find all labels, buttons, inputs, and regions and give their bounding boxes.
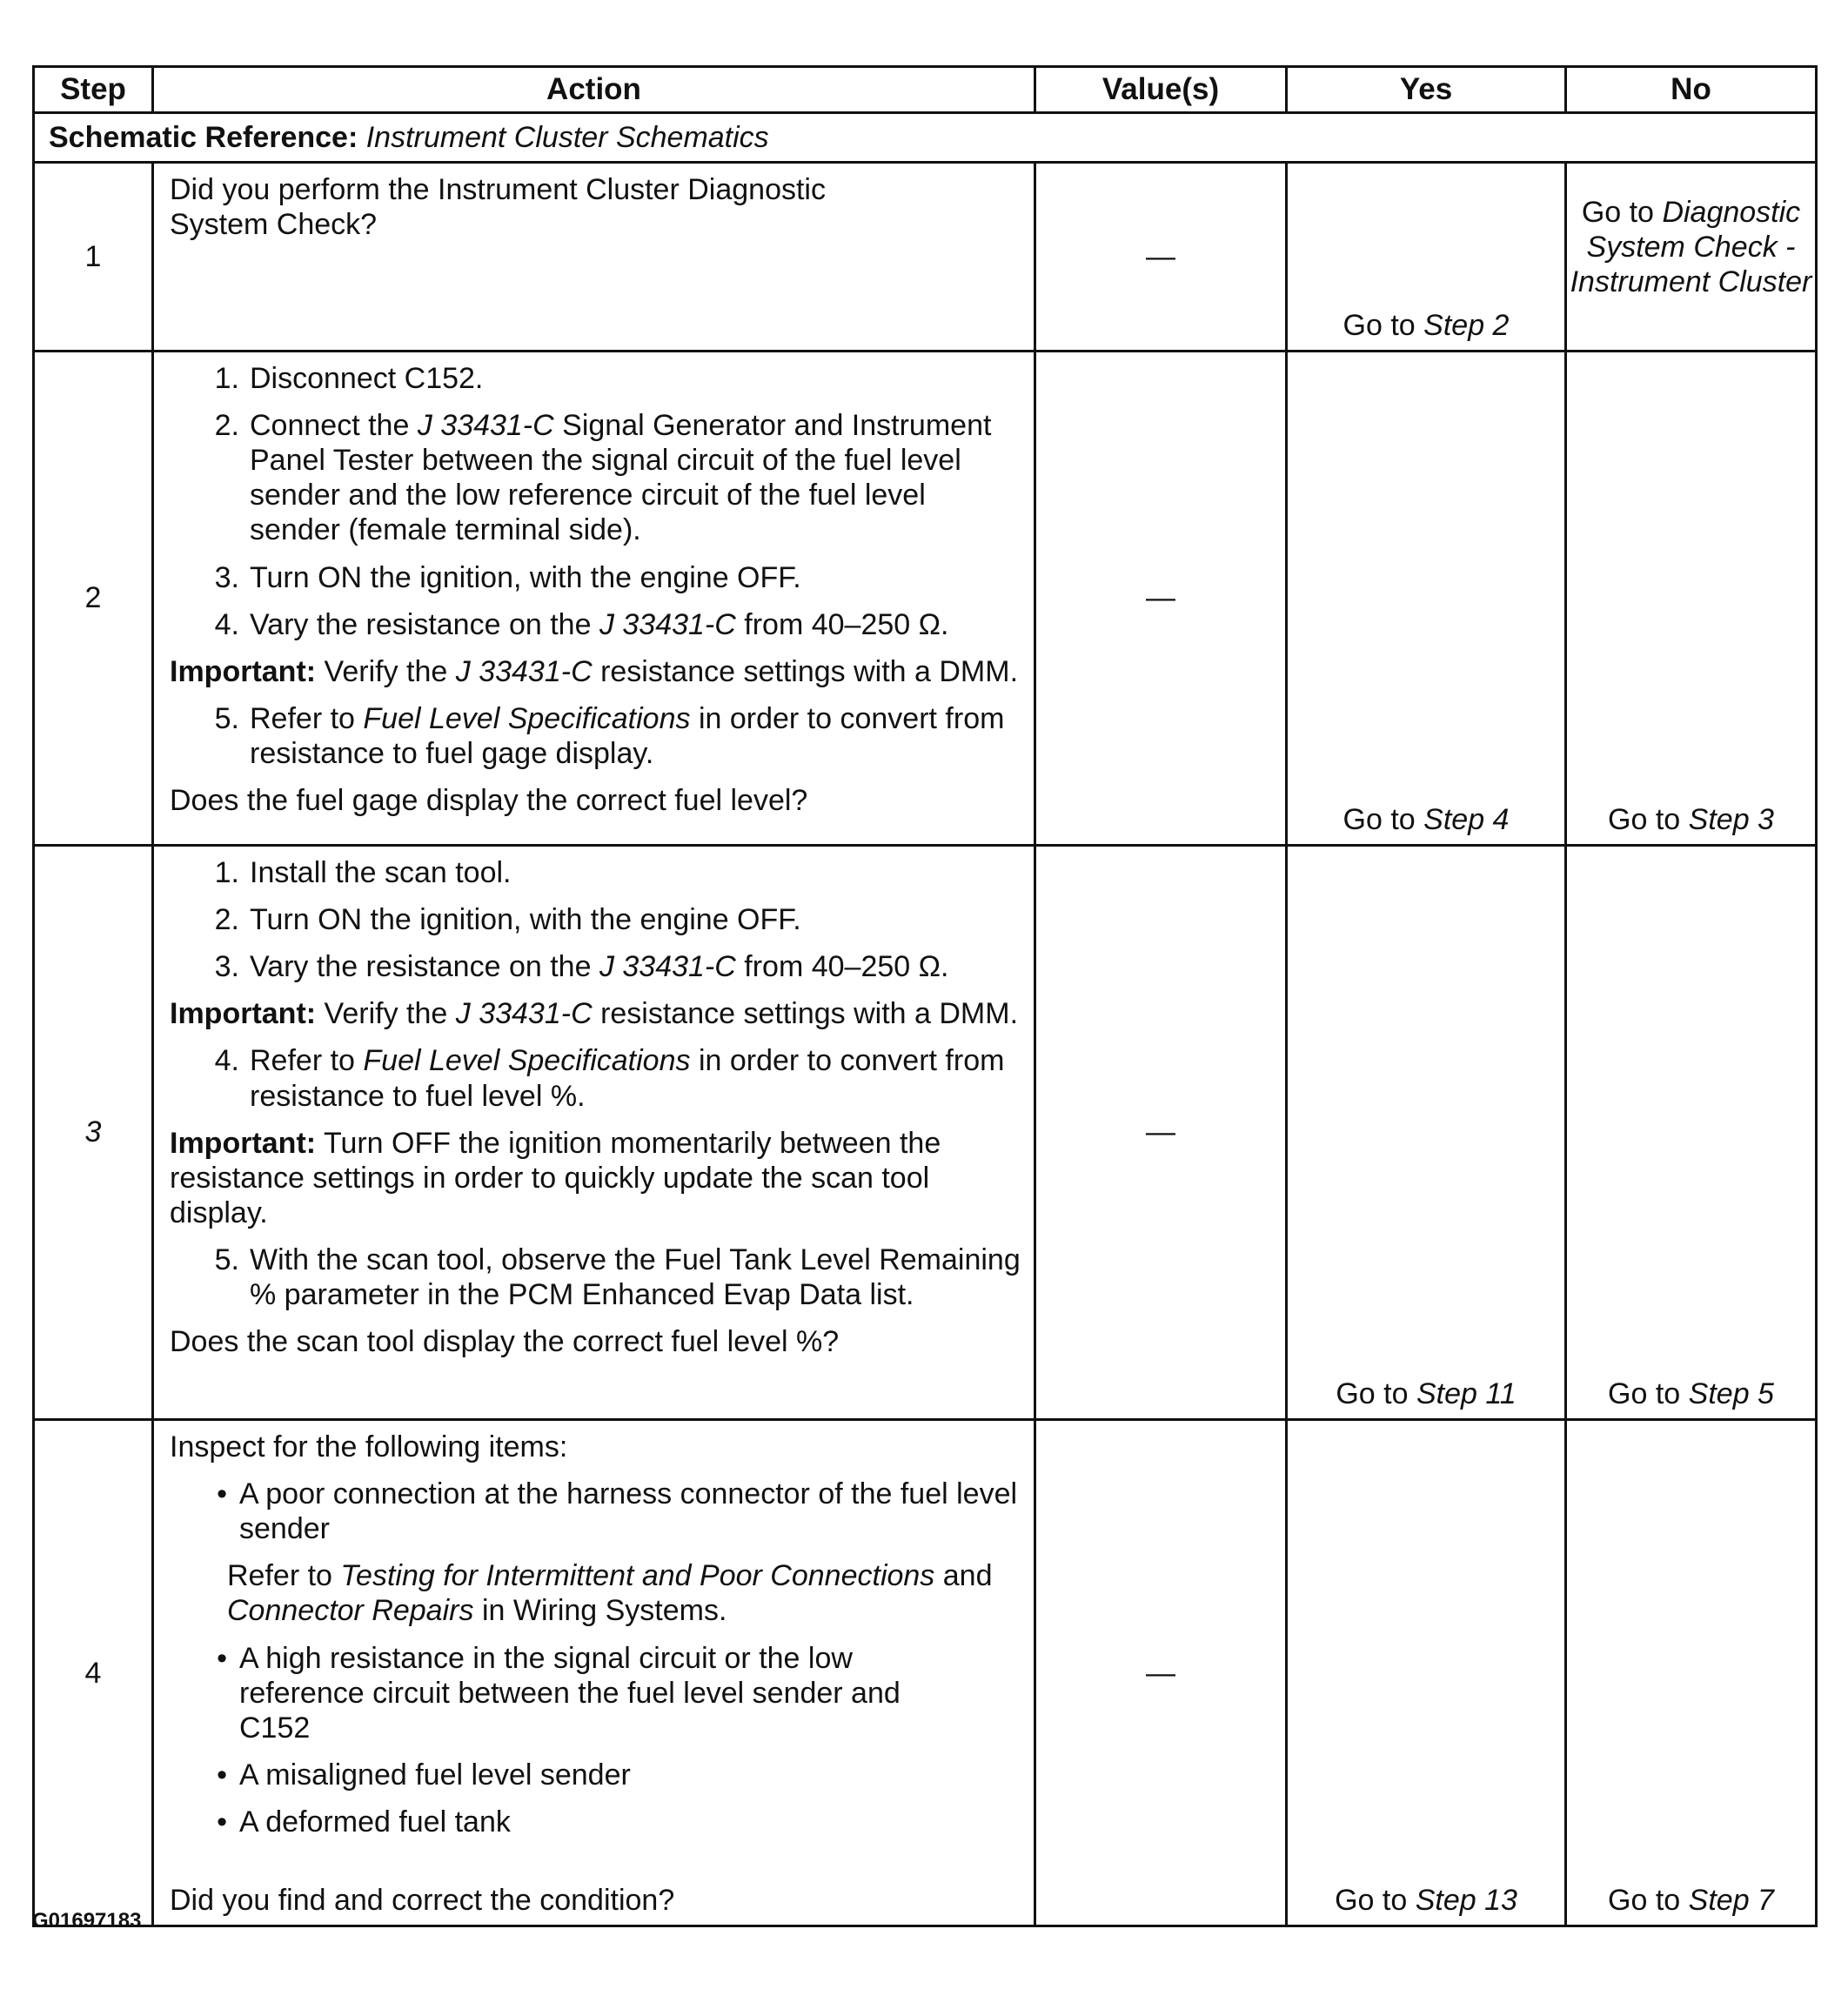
yes-cell	[1287, 1420, 1566, 1926]
numbered-step: 1. Disconnect C152.	[214, 362, 484, 395]
value-cell: —	[1035, 163, 1287, 352]
header-no: No	[1566, 67, 1817, 113]
header-yes: Yes	[1287, 67, 1566, 113]
bullet-reference: Refer to Testing for Intermittent and Poor Connections and Connector Repairs in Wiring Systems.	[227, 1559, 993, 1628]
value-cell: —	[1035, 1420, 1287, 1926]
step-intro: Inspect for the following items:	[170, 1430, 568, 1463]
numbered-step: 2. Turn ON the ignition, with the engine OFF.	[214, 903, 801, 937]
no-link[interactable]: Step 3	[1688, 802, 1774, 836]
no-prefix: Go to	[1581, 196, 1654, 229]
table-row-step-4	[34, 1420, 1817, 1926]
bullet-item: • A high resistance in the signal circuit or the low reference circuit between the fuel level sender and C152	[170, 1641, 1023, 1745]
action-cell	[153, 163, 1035, 352]
yes-prefix: Go to	[1342, 308, 1416, 342]
no-link[interactable]: Step 5	[1688, 1376, 1774, 1410]
numbered-step: 4. Refer to Fuel Level Specifications in order to convert from resistance to fuel level %.	[214, 1044, 1005, 1113]
step-question: Does the scan tool display the correct fuel level %?	[170, 1325, 840, 1359]
action-cell	[153, 1420, 1035, 1926]
step-question: Did you perform the Instrument Cluster Diagnostic System Check?	[170, 173, 826, 242]
tool-name: J 33431-C	[417, 409, 554, 443]
diagnostic-table	[32, 65, 1818, 1927]
numbered-step: 2. Connect the J 33431-C Signal Generator and Instrument Panel Tester between the signal circuit of the fuel level sender and the low reference circuit of the fuel level sender (female terminal side).	[214, 409, 992, 547]
yes-cell	[1287, 846, 1566, 1420]
reference-link[interactable]: Fuel Level Specifications	[363, 1044, 691, 1078]
yes-link[interactable]: Step 2	[1423, 308, 1510, 342]
no-prefix: Go to	[1608, 1376, 1681, 1410]
header-step: Step	[34, 67, 153, 113]
value-cell: —	[1035, 352, 1287, 846]
yes-prefix: Go to	[1342, 802, 1416, 836]
step-number: 2	[34, 352, 153, 846]
numbered-step: 3. Turn ON the ignition, with the engine OFF.	[214, 560, 801, 594]
step-number: 4	[34, 1420, 153, 1926]
no-prefix: Go to	[1608, 1884, 1681, 1918]
reference-link[interactable]: Fuel Level Specifications	[363, 701, 691, 735]
yes-link[interactable]: Step 11	[1416, 1376, 1517, 1410]
no-link[interactable]: Step 7	[1688, 1884, 1774, 1918]
tool-name: J 33431-C	[455, 654, 593, 688]
no-cell	[1566, 1420, 1817, 1926]
tool-name: J 33431-C	[599, 950, 736, 984]
no-link[interactable]: Diagnostic System Check - Instrument Cluster	[1570, 196, 1812, 299]
no-cell	[1566, 163, 1817, 352]
important-note: Important: Verify the J 33431-C resistance settings with a DMM.	[170, 654, 1019, 688]
figure-number: G01697183	[32, 1909, 142, 1932]
schematic-reference	[34, 113, 1817, 163]
tool-name: J 33431-C	[455, 997, 593, 1031]
schematic-reference-link[interactable]: Instrument Cluster Schematics	[365, 120, 769, 154]
step-question: Did you find and correct the condition?	[170, 1884, 675, 1918]
step-number: 3	[34, 846, 153, 1420]
numbered-step: 5. With the scan tool, observe the Fuel Tank Level Remaining % parameter in the PCM Enhanced Evap Data list.	[214, 1242, 1021, 1312]
bullet-icon: •	[217, 1805, 227, 1839]
yes-cell	[1287, 352, 1566, 846]
yes-link[interactable]: Step 4	[1423, 802, 1510, 836]
action-cell	[153, 352, 1035, 846]
header-row	[34, 67, 1817, 113]
header-values: Value(s)	[1035, 67, 1287, 113]
tool-name: J 33431-C	[599, 607, 736, 641]
table-row-step-1	[34, 163, 1817, 352]
numbered-step: 4. Vary the resistance on the J 33431-C from 40–250 Ω.	[214, 607, 949, 641]
yes-cell	[1287, 163, 1566, 352]
reference-link[interactable]: Testing for Intermittent and Poor Connections	[340, 1559, 935, 1593]
bullet-item: • A misaligned fuel level sender	[170, 1758, 1023, 1792]
header-action: Action	[153, 67, 1035, 113]
numbered-step: 3. Vary the resistance on the J 33431-C from 40–250 Ω.	[214, 950, 949, 984]
bullet-item: • A deformed fuel tank	[170, 1805, 1023, 1839]
yes-prefix: Go to	[1336, 1376, 1409, 1410]
table-row-step-3	[34, 846, 1817, 1420]
numbered-step: 1. Install the scan tool.	[214, 856, 512, 889]
no-cell	[1566, 846, 1817, 1420]
important-note: Important: Turn OFF the ignition momentarily between the resistance settings in order to quickly update the scan tool display.	[170, 1126, 941, 1229]
action-cell	[153, 846, 1035, 1420]
bullet-icon: •	[217, 1477, 227, 1511]
yes-prefix: Go to	[1335, 1884, 1408, 1918]
step-question: Does the fuel gage display the correct fuel level?	[170, 784, 808, 818]
no-cell	[1566, 352, 1817, 846]
schematic-reference-label: Schematic Reference:	[49, 120, 358, 154]
numbered-step: 5. Refer to Fuel Level Specifications in order to convert from resistance to fuel gage display.	[214, 701, 1005, 770]
bullet-icon: •	[217, 1758, 227, 1792]
yes-link[interactable]: Step 13	[1415, 1884, 1517, 1918]
value-cell: —	[1035, 846, 1287, 1420]
bullet-icon: •	[217, 1641, 227, 1675]
schematic-reference-row	[34, 113, 1817, 163]
important-note: Important: Verify the J 33431-C resistance settings with a DMM.	[170, 997, 1019, 1031]
no-prefix: Go to	[1608, 802, 1681, 836]
bullet-item: • A poor connection at the harness connector of the fuel level sender	[170, 1477, 1023, 1546]
step-number: 1	[34, 163, 153, 352]
table-row-step-2	[34, 352, 1817, 846]
reference-link[interactable]: Connector Repairs	[227, 1594, 474, 1628]
